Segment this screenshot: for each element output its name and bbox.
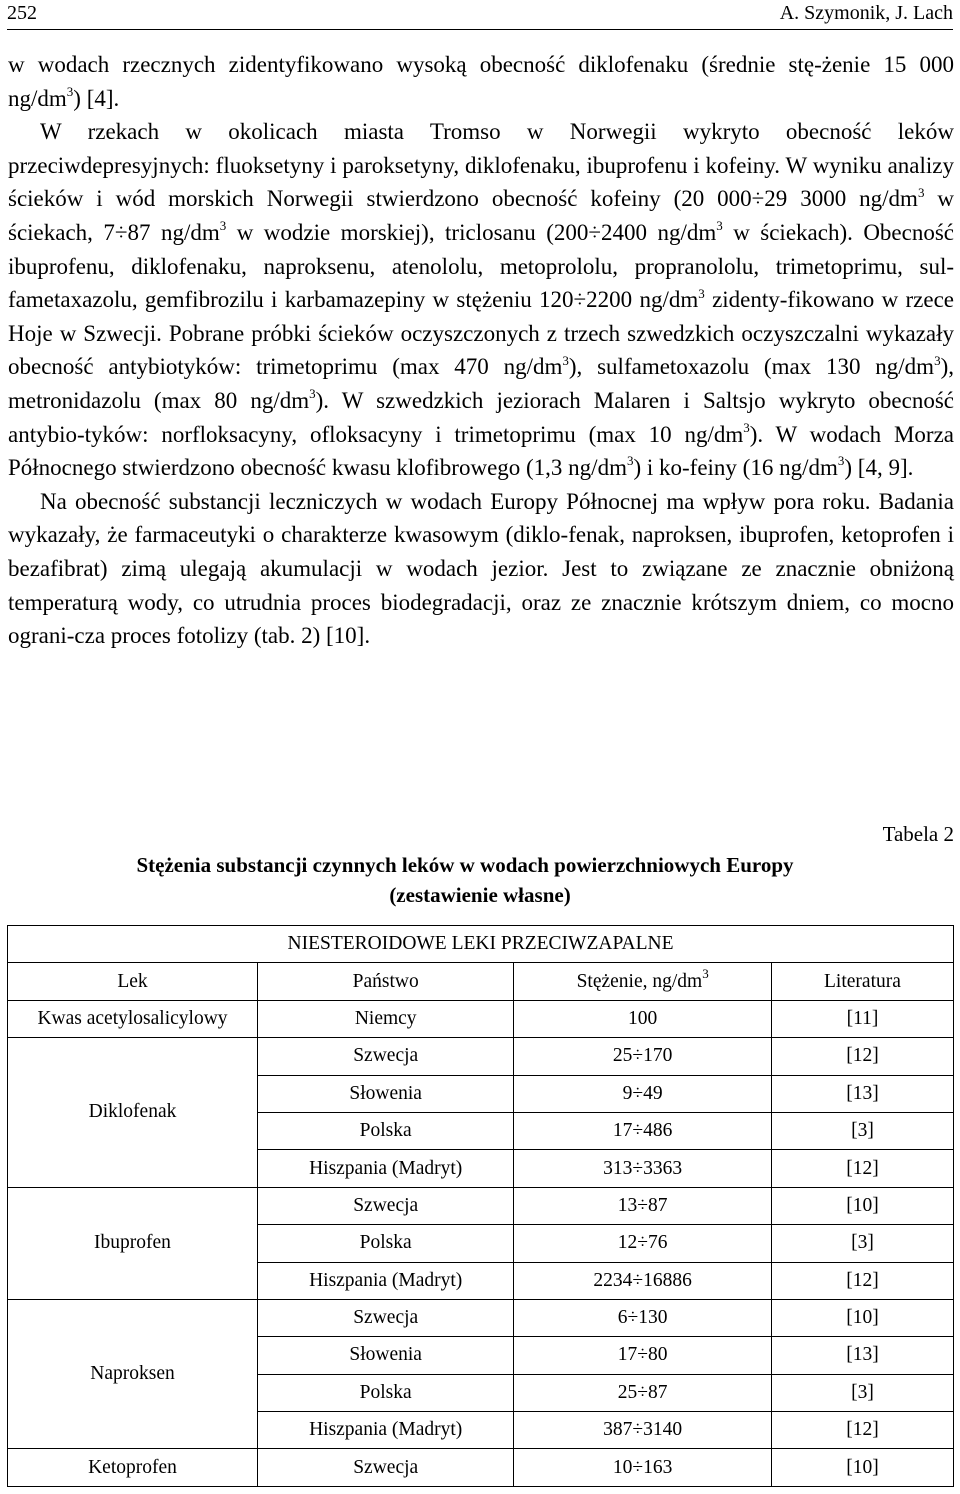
- text-run: zidenty-fikowano w rzece Hoje w Szwecji. Pobrane próbki ścieków oczyszczonych z trzech szwedzkich oczyszczalni wykazały obecność antybiotyków: trimetoprimu (max 470 ng/dm: [8, 287, 954, 380]
- superscript: 3: [743, 419, 750, 435]
- cell-concentration: 17÷486: [514, 1112, 772, 1149]
- superscript: 3: [716, 218, 723, 234]
- superscript: 3: [837, 453, 845, 469]
- table-row: [8, 1449, 954, 1486]
- cell-concentration: 13÷87: [514, 1187, 772, 1224]
- cell-country: Słowenia: [258, 1337, 514, 1374]
- cell-concentration: 6÷130: [514, 1299, 772, 1336]
- cell-drug: Ketoprofen: [8, 1449, 258, 1486]
- superscript: 3: [917, 184, 925, 200]
- paragraph-1: [8, 48, 954, 115]
- cell-reference: [3]: [771, 1374, 953, 1411]
- page-header: [7, 0, 953, 30]
- cell-drug: Diklofenak: [8, 1038, 258, 1188]
- paragraph-3: [8, 485, 954, 653]
- cell-country: Hiszpania (Madryt): [258, 1150, 514, 1187]
- cell-country: Słowenia: [258, 1075, 514, 1112]
- cell-country: Szwecja: [258, 1449, 514, 1486]
- body-text: [8, 48, 954, 653]
- cell-concentration: 9÷49: [514, 1075, 772, 1112]
- text-run: ), metronidazolu (max 80 ng/dm: [8, 354, 954, 413]
- cell-reference: [3]: [771, 1225, 953, 1262]
- text-run: ). W wodach Morza Północnego stwierdzono obecność kwasu klofibrowego (1,3 ng/dm: [8, 421, 954, 481]
- text-run: ), sulfametoxazolu (max 130 ng/dm: [568, 354, 935, 380]
- table-title-line-2: (zestawienie własne): [389, 883, 571, 907]
- column-header-lek: Lek: [8, 963, 258, 1000]
- cell-concentration: 2234÷16886: [514, 1262, 772, 1299]
- table-row: [8, 1299, 954, 1336]
- running-authors: A. Szymonik, J. Lach: [779, 2, 953, 24]
- cell-reference: [12]: [771, 1150, 953, 1187]
- cell-concentration: 17÷80: [514, 1337, 772, 1374]
- superscript: 3: [309, 386, 316, 402]
- cell-concentration: 12÷76: [514, 1225, 772, 1262]
- cell-reference: [12]: [771, 1412, 953, 1449]
- cell-country: Niemcy: [258, 1000, 514, 1037]
- cell-reference: [10]: [771, 1449, 953, 1486]
- superscript: 3: [562, 352, 569, 368]
- header-rule: [7, 29, 953, 30]
- cell-concentration: 10÷163: [514, 1449, 772, 1486]
- text-run: W rzekach w okolicach miasta Tromso w Norwegii wykryto obecność leków przeciwdepresyjnych: fluoksetyny i paroksetyny, diklofenaku, ibuprofenu i kofeiny. W wyniku analizy ścieków i wód morskich Norwegii stwierdzono obecność kofeiny (20 000÷29 3000 ng/dm: [8, 119, 954, 212]
- superscript: 3: [626, 453, 634, 469]
- cell-concentration: 100: [514, 1000, 772, 1037]
- column-header-stezenie-sup: 3: [702, 966, 709, 982]
- superscript: 3: [219, 218, 227, 234]
- text-run: ) i ko-feiny (16 ng/dm: [633, 455, 838, 481]
- cell-reference: [13]: [771, 1075, 953, 1112]
- text-run: w ściekach). Obecność ibuprofenu, diklofenaku, naproksenu, atenololu, metoprololu, propranololu, trimetoprimu, sul-fametaxazolu, gemfibrozilu i karbamazepiny w stężeniu 120÷2200 ng/dm: [8, 219, 955, 313]
- table-row: [8, 1187, 954, 1224]
- cell-concentration: 313÷3363: [514, 1150, 772, 1187]
- text-run: ). W szwedzkich jeziorach Malaren i Saltsjo wykryto obecność antybio-tyków: norfloksacyny, ofloksacyny i trimetoprimu (max 10 ng/dm: [8, 387, 955, 447]
- page-number: 252: [7, 2, 37, 24]
- cell-drug: Naproksen: [8, 1299, 258, 1449]
- column-header-panstwo: Państwo: [258, 963, 514, 1000]
- cell-country: Polska: [258, 1374, 514, 1411]
- text-run: w ściekach, 7÷87 ng/dm: [8, 186, 954, 245]
- cell-drug: Ibuprofen: [8, 1187, 258, 1299]
- cell-drug: Kwas acetylosalicylowy: [8, 1000, 258, 1037]
- text-run: Na obecność substancji leczniczych w wodach Europy Północnej ma wpływ pora roku. Badania wykazały, że farmaceutyki o charakterze kwasowym (diklo-fenak, naproksen, ibuprofen, ketoprofen i bezafibrat) zimą ulegają akumulacji w wodach jezior. Jest to związane ze znacznie obniżoną temperaturą wody, co utrudnia proces biodegradacji, oraz ze znacznie krótszym dniem, co mocno ograni-cza proces fotolizy (tab. 2) [10].: [8, 488, 954, 649]
- superscript: 3: [698, 285, 705, 301]
- cell-country: Szwecja: [258, 1187, 514, 1224]
- cell-country: Hiszpania (Madryt): [258, 1412, 514, 1449]
- table-row: [8, 1000, 954, 1037]
- cell-reference: [13]: [771, 1337, 953, 1374]
- text-run: w wodach rzecznych zidentyfikowano wysoką obecność diklofenaku (średnie stę-żenie 15 000 ng/dm: [8, 52, 954, 111]
- table-label: Tabela 2: [882, 822, 954, 846]
- cell-concentration: 387÷3140: [514, 1412, 772, 1449]
- column-header-stezenie-text: Stężenie, ng/dm: [576, 970, 703, 992]
- cell-reference: [10]: [771, 1299, 953, 1336]
- cell-reference: [12]: [771, 1038, 953, 1075]
- superscript: 3: [934, 352, 941, 368]
- cell-reference: [12]: [771, 1262, 953, 1299]
- paragraph-2: [8, 115, 954, 485]
- column-header-stezenie: [514, 963, 772, 1000]
- cell-country: Szwecja: [258, 1299, 514, 1336]
- table-title: [0, 850, 960, 910]
- cell-country: Hiszpania (Madryt): [258, 1262, 514, 1299]
- table-body: [8, 1000, 954, 1486]
- text-run: w wodzie morskiej), triclosanu (200÷2400 ng/dm: [226, 219, 717, 245]
- cell-concentration: 25÷170: [514, 1038, 772, 1075]
- cell-reference: [10]: [771, 1187, 953, 1224]
- table-row: [8, 1038, 954, 1075]
- column-header-literatura: Literatura: [771, 963, 953, 1000]
- superscript: 3: [66, 83, 74, 99]
- cell-concentration: 25÷87: [514, 1374, 772, 1411]
- concentration-table: [7, 925, 954, 1487]
- cell-country: Polska: [258, 1112, 514, 1149]
- table-title-line-1: Stężenia substancji czynnych leków w wodach powierzchniowych Europy: [136, 853, 794, 877]
- text-run: ) [4].: [73, 85, 120, 111]
- text-run: ) [4, 9].: [844, 455, 914, 481]
- cell-country: Polska: [258, 1225, 514, 1262]
- cell-reference: [3]: [771, 1112, 953, 1149]
- cell-reference: [11]: [771, 1000, 953, 1037]
- cell-country: Szwecja: [258, 1038, 514, 1075]
- table-group-header: NIESTEROIDOWE LEKI PRZECIWZAPALNE: [8, 926, 954, 963]
